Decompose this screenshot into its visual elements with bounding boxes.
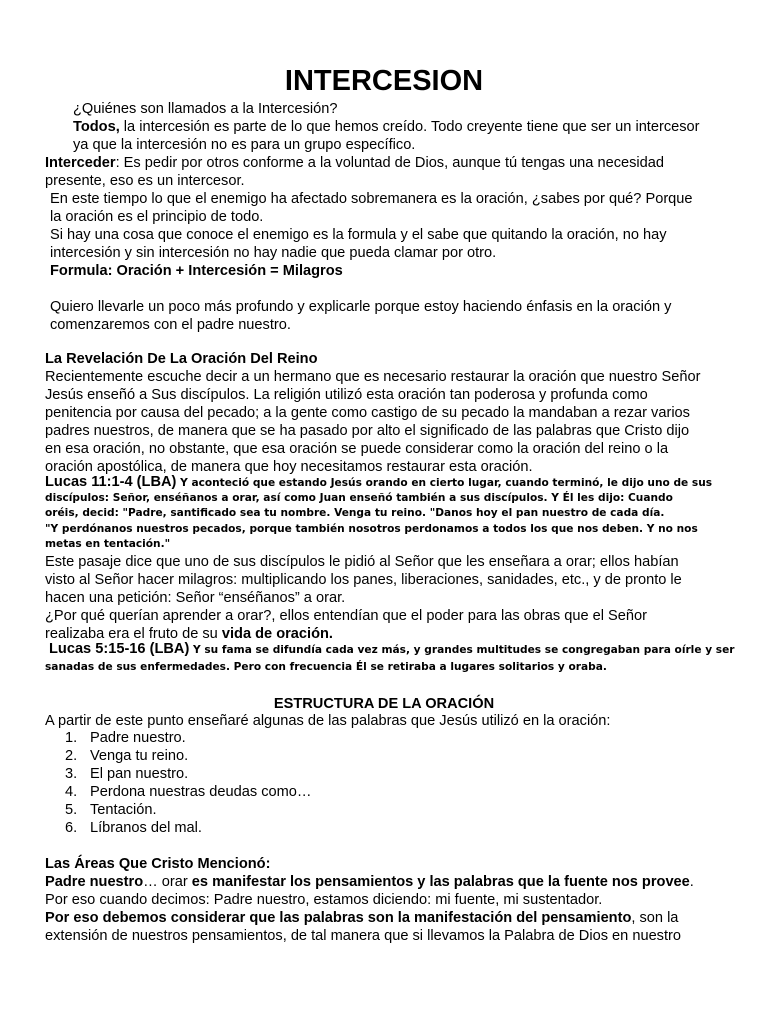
lucas11-reference: Lucas 11:1-4 (LBA) xyxy=(45,474,177,490)
list-text: Venga tu reino. xyxy=(90,748,189,764)
lucas5-text-1: Y su fama se difundía cada vez más, y grandes multitudes se congregaban para oírle y ser xyxy=(189,644,735,656)
estructura-intro: A partir de este punto enseñaré algunas de las palabras que Jesús utilizó en la oración: xyxy=(45,713,611,729)
areas-heading: Las Áreas Que Cristo Mencionó: xyxy=(45,856,271,872)
lucas11-text-1: Y aconteció que estando Jesús orando en cierto lugar, cuando terminó, le dijo uno de sus xyxy=(176,477,713,489)
lucas5-reference: Lucas 5:15-16 (LBA) xyxy=(49,641,190,657)
formula-heading: Formula: Oración + Intercesión = Milagros xyxy=(50,263,343,279)
revelacion-p1-line: oración apostólica, de manera que hoy necesitamos restaurar esta oración. xyxy=(45,459,533,475)
list-item xyxy=(65,729,311,747)
list-text: Líbranos del mal. xyxy=(90,820,202,836)
quiero-line-1: Quiero llevarle un poco más profundo y explicarle porque estoy haciendo énfasis en la oración y xyxy=(50,299,672,315)
areas-line-1-text: … orar xyxy=(143,874,192,890)
list-number: 2. xyxy=(65,748,78,764)
lucas11-line: oréis, decid: "Padre, santificado sea tu nombre. Venga tu reino. "Danos hoy el pan nuestro de cada día. xyxy=(45,507,665,519)
revelacion-p1-line: Recientemente escuche decir a un hermano que es necesario restaurar la oración que nuestro Señor xyxy=(45,369,701,385)
interceder-line-2: presente, eso es un intercesor. xyxy=(45,173,245,189)
areas-line-1-bold: es manifestar los pensamientos y las palabras que la fuente nos provee xyxy=(191,874,690,890)
lucas11-line-1 xyxy=(45,475,712,492)
lucas5-line-2: sanadas de sus enfermedades. Pero con frecuencia Él se retiraba a lugares solitarios y oraba. xyxy=(45,661,607,673)
list-number: 3. xyxy=(65,766,78,782)
p3-bold: vida de oración. xyxy=(221,626,333,642)
padre-nuestro-bold: Padre nuestro xyxy=(45,874,144,890)
areas-line-3 xyxy=(45,909,678,927)
list-text: El pan nuestro. xyxy=(90,766,189,782)
todos-bold: Todos, xyxy=(73,119,120,135)
lucas11-line: discípulos: Señor, enséñanos a orar, así como Juan enseñó también a sus discípulos. Y Él les dijo: Cuando xyxy=(45,492,673,504)
estructura-list xyxy=(65,729,311,837)
interceder-bold: Interceder xyxy=(45,155,116,171)
revelacion-p2-line: hacen una petición: Señor “enséñanos” a orar. xyxy=(45,590,346,606)
list-number: 4. xyxy=(65,784,78,800)
interceder-text-1: : Es pedir por otros conforme a la voluntad de Dios, aunque tú tengas una necesidad xyxy=(115,155,665,171)
list-number: 5. xyxy=(65,802,78,818)
lucas11-line: metas en tentación." xyxy=(45,538,171,550)
todos-text-1: la intercesión es parte de lo que hemos creído. Todo creyente tiene que ser un intercesor xyxy=(119,119,700,135)
areas-line-1-end: . xyxy=(689,874,694,890)
list-item xyxy=(65,819,311,837)
areas-line-3-bold: Por eso debemos considerar que las palabras son la manifestación del pensamiento xyxy=(45,910,632,926)
revelacion-p1-line: padres nuestros, de manera que se ha pasado por alto el significado de las palabras que Cristo dijo xyxy=(45,423,690,439)
list-item xyxy=(65,801,311,819)
list-text: Tentación. xyxy=(90,802,157,818)
formula-line-1: Si hay una cosa que conoce el enemigo es la formula y el sabe que quitando la oración, no hay xyxy=(50,227,667,243)
interceder-line-1 xyxy=(45,154,664,172)
enemigo-line-2: la oración es el principio de todo. xyxy=(50,209,264,225)
p3-text: realizaba era el fruto de su xyxy=(45,626,222,642)
intro-question: ¿Quiénes son llamados a la Intercesión? xyxy=(73,101,338,117)
areas-line-3-text: , son la xyxy=(631,910,679,926)
todos-line-2: ya que la intercesión no es para un grupo específico. xyxy=(73,137,416,153)
list-text: Padre nuestro. xyxy=(90,730,186,746)
lucas11-line: "Y perdónanos nuestros pecados, porque también nosotros perdonamos a todos los que nos deben. Y no nos xyxy=(45,523,698,535)
list-item xyxy=(65,747,311,765)
list-item xyxy=(65,765,311,783)
revelacion-p1-line: Jesús enseñó a Sus discípulos. La religión utilizó esta oración tan poderosa y profunda como xyxy=(45,387,648,403)
revelacion-p2-line: visto al Señor hacer milagros: multiplicando los panes, liberaciones, sanidades, etc., y de pronto le xyxy=(45,572,682,588)
quiero-line-2: comenzaremos con el padre nuestro. xyxy=(50,317,291,333)
page-title: INTERCESION xyxy=(284,65,484,97)
areas-line-4: extensión de nuestros pensamientos, de tal manera que si llevamos la Palabra de Dios en nuestro xyxy=(45,928,682,944)
revelacion-p2-line: Este pasaje dice que uno de sus discípulos le pidió al Señor que les enseñara a orar; ellos habían xyxy=(45,554,679,570)
list-item xyxy=(65,783,311,801)
enemigo-line-1: En este tiempo lo que el enemigo ha afectado sobremanera es la oración, ¿sabes por qué? Porque xyxy=(50,191,693,207)
areas-line-2: Por eso cuando decimos: Padre nuestro, estamos diciendo: mi fuente, mi sustentador. xyxy=(45,892,603,908)
estructura-heading: ESTRUCTURA DE LA ORACIÓN xyxy=(273,696,495,712)
revelacion-p1-line: en esa oración, no obstante, que esa oración se puede considerar como la oración del reino o la xyxy=(45,441,669,457)
revelacion-heading: La Revelación De La Oración Del Reino xyxy=(45,351,318,367)
areas-line-1 xyxy=(45,873,694,891)
lucas5-line-1 xyxy=(49,642,735,659)
todos-line-1 xyxy=(73,118,700,136)
list-text: Perdona nuestras deudas como… xyxy=(90,784,312,800)
list-number: 1. xyxy=(65,730,78,746)
revelacion-p3-line-1: ¿Por qué querían aprender a orar?, ellos entendían que el poder para las obras que el Señor xyxy=(45,608,647,624)
revelacion-p1-line: penitencia por causa del pecado; a la gente como castigo de su pecado la mandaban a rezar varios xyxy=(45,405,690,421)
formula-line-2: intercesión y sin intercesión no hay nadie que pueda clamar por otro. xyxy=(50,245,497,261)
list-number: 6. xyxy=(65,820,78,836)
